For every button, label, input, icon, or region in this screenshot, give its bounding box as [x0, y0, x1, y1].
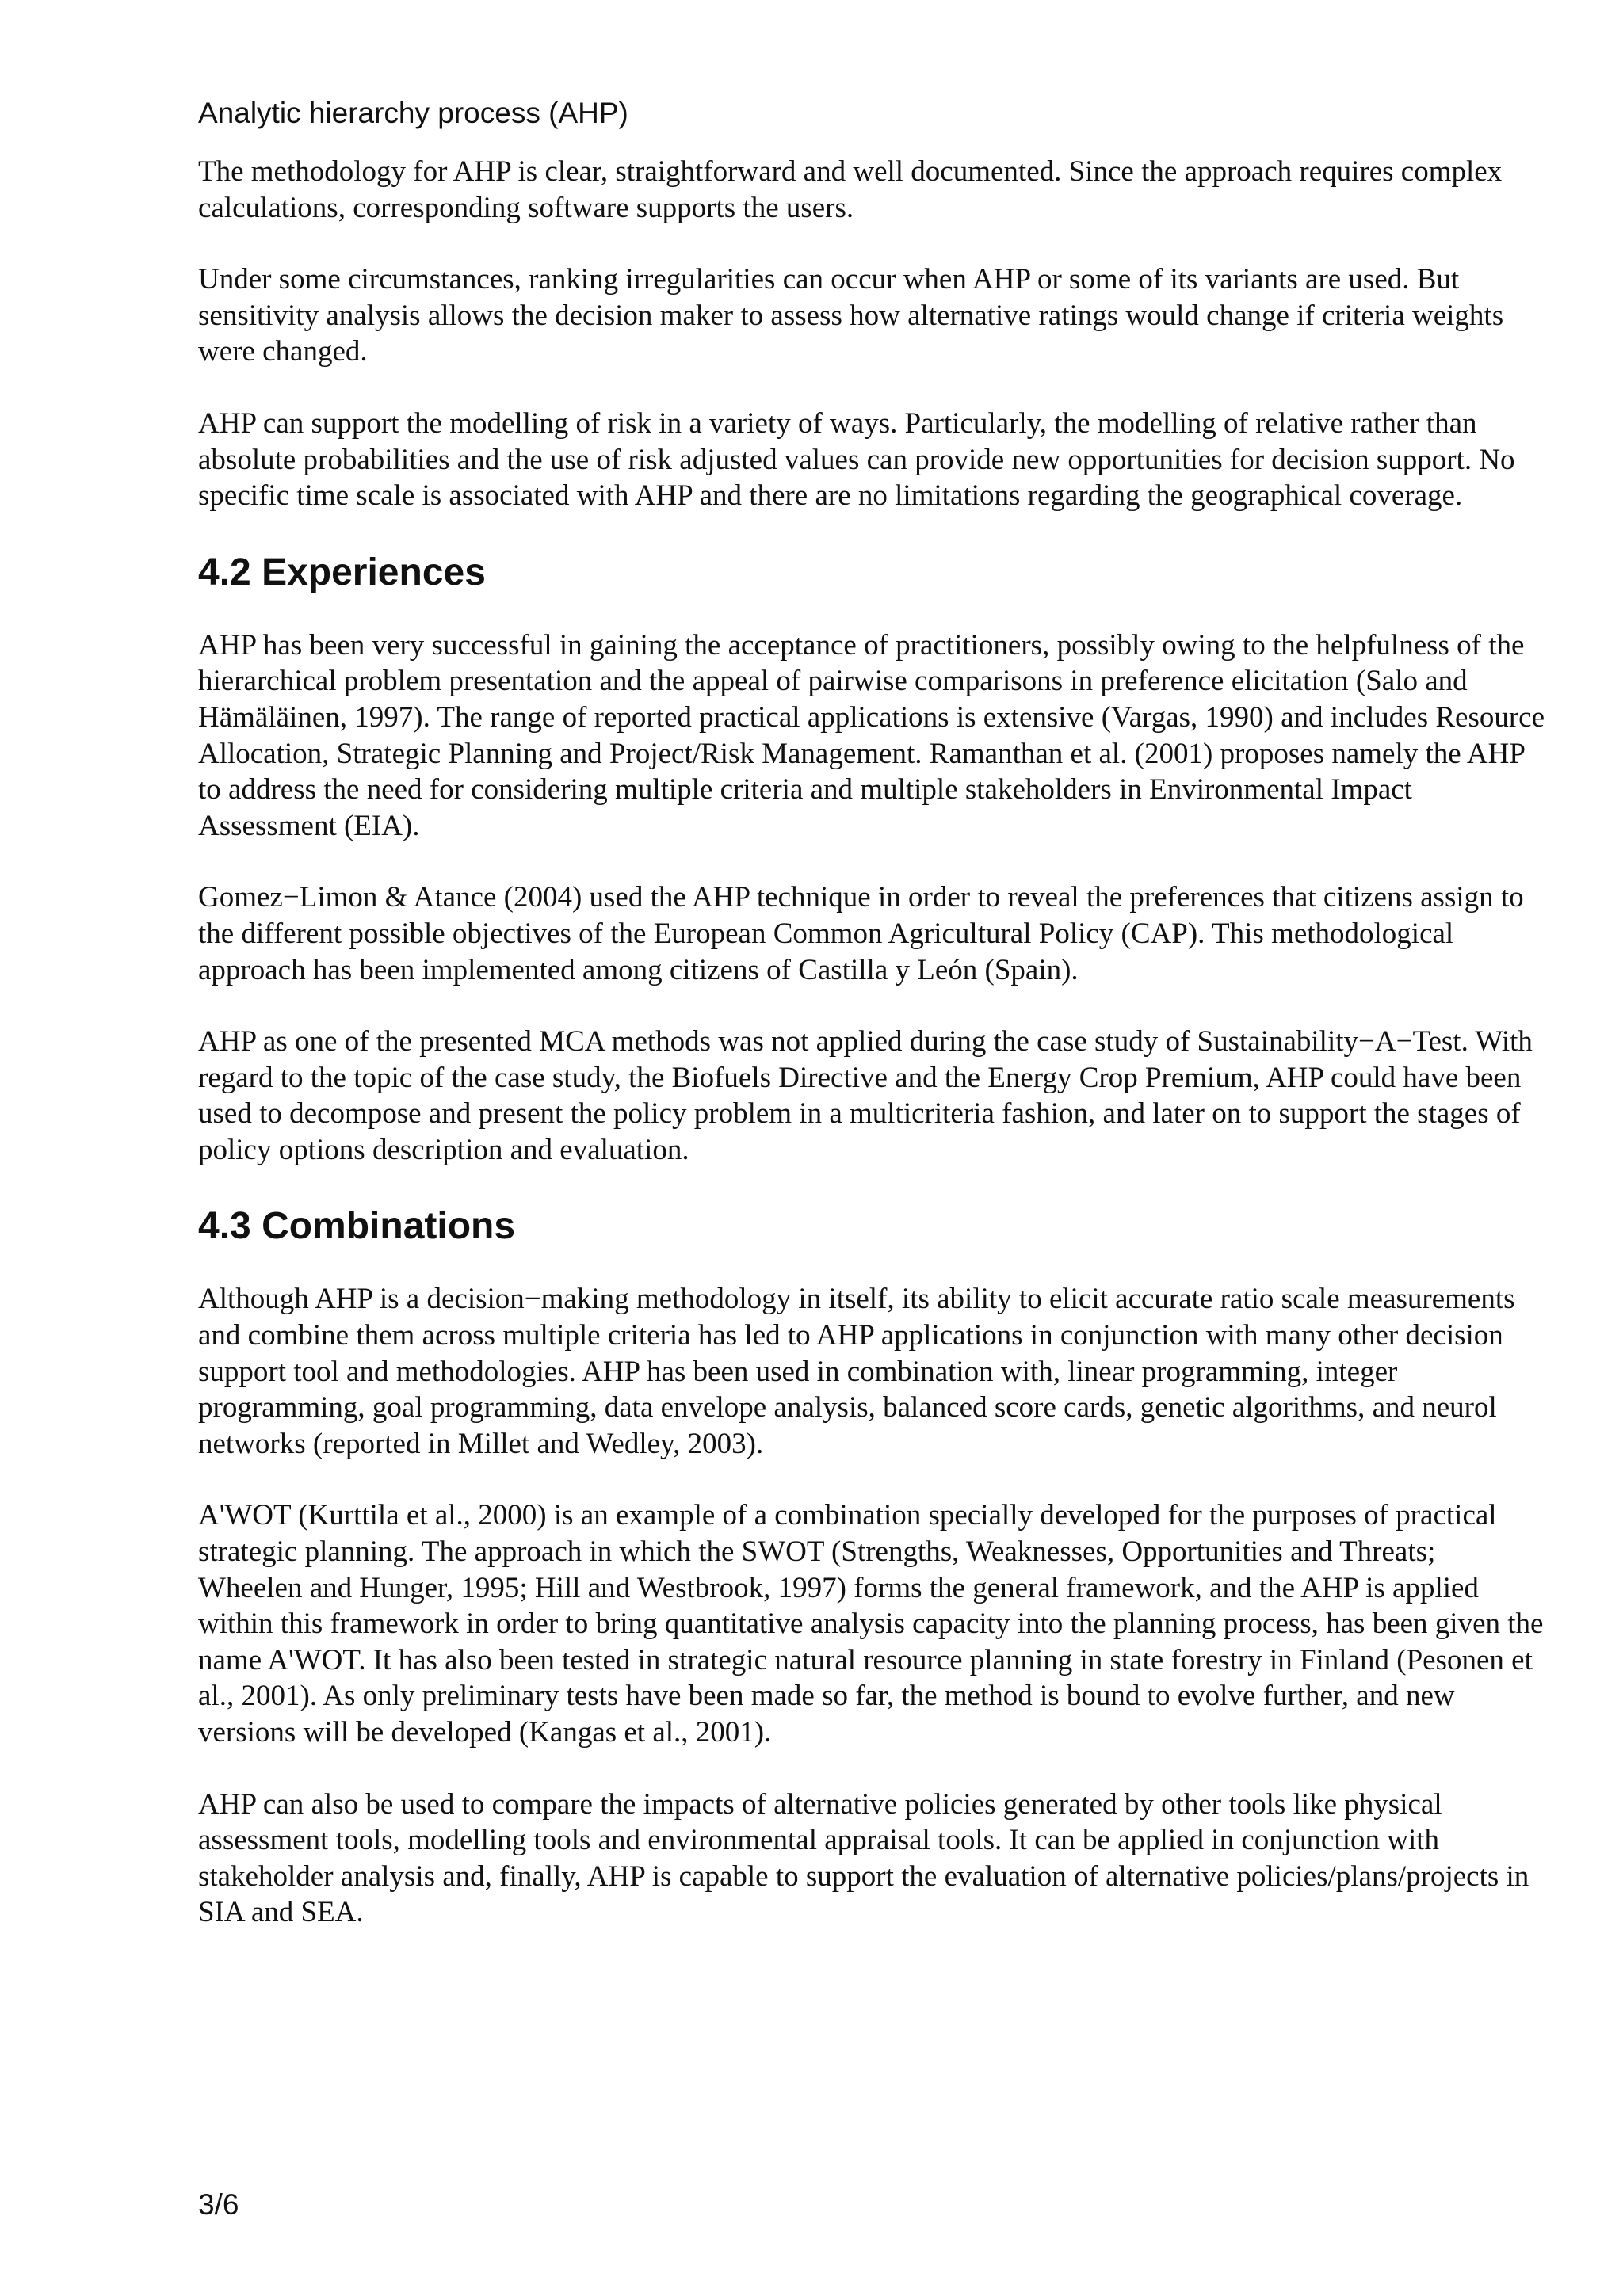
section-heading-combinations: 4.3 Combinations: [198, 1205, 516, 1248]
experiences-paragraph-1: AHP has been very successful in gaining the acceptance of practitioners, possibly owing to the helpfulness of the hierarchical problem presentation and the appeal of pairwise comparisons in preference elicitation (Salo and Hämäläinen, 1997). The range of reported practical applications is extensive (Vargas, 1990) and includes Resource Allocation, Strategic Planning and Project/Risk Management. Ramanthan et al. (2001) proposes namely the AHP to address the need for considering multiple criteria and multiple stakeholders in Environmental Impact Assessment (EIA).: [198, 628, 1545, 842]
intro-paragraph-3: AHP can support the modelling of risk in a variety of ways. Particularly, the modelling of relative rather than absolute probabilities and the use of risk adjusted values can provide new opportunities for decision support. No specific time scale is associated with AHP and there are no limitations regarding the geographical coverage.: [198, 406, 1515, 513]
document-page: [198, 95, 1545, 1966]
combinations-paragraph-3: AHP can also be used to compare the impacts of alternative policies generated by other tools like physical assessment tools, modelling tools and environmental appraisal tools. It can be applied in conjunction with stakeholder analysis and, finally, AHP is capable to support the evaluation of alternative policies/plans/projects in SIA and SEA.: [198, 1787, 1529, 1929]
experiences-paragraph-2: Gomez−Limon & Atance (2004) used the AHP technique in order to reveal the preferences that citizens assign to the different possible objectives of the European Common Agricultural Policy (CAP). This methodological approach has been implemented among citizens of Castilla y León (Spain).: [198, 881, 1524, 986]
experiences-paragraph-3: AHP as one of the presented MCA methods was not applied during the case study of Sustainability−A−Test. With regard to the topic of the case study, the Biofuels Directive and the Energy Crop Premium, AHP could have been used to decompose and present the policy problem in a multicriteria fashion, and later on to support the stages of policy options description and evaluation.: [198, 1025, 1533, 1166]
intro-paragraph-1: The methodology for AHP is clear, straightforward and well documented. Since the approach requires complex calculations, corresponding software supports the users.: [198, 155, 1503, 224]
combinations-paragraph-1: Although AHP is a decision−making methodology in itself, its ability to elicit accurate ratio scale measurements and combine them across multiple criteria has led to AHP applications in conjunction with many other decision support tool and methodologies. AHP has been used in combination with, linear programming, integer programming, goal programming, data envelope analysis, balanced score cards, genetic algorithms, and neurol networks (reported in Millet and Wedley, 2003).: [198, 1283, 1515, 1460]
running-head-title: Analytic hierarchy process (AHP): [198, 97, 628, 129]
combinations-paragraph-2: A'WOT (Kurttila et al., 2000) is an example of a combination specially developed for the purposes of practical strategic planning. The approach in which the SWOT (Strengths, Weaknesses, Opportunities and Threats; Wheelen and Hunger, 1995; Hill and Westbrook, 1997) forms the general framework, and the AHP is applied within this framework in order to bring quantitative analysis capacity into the planning process, has been given the name A'WOT. It has also been tested in strategic natural resource planning in state forestry in Finland (Pesonen et al., 2001). As only preliminary tests have been made so far, the method is bound to evolve further, and new versions will be developed (Kangas et al., 2001).: [198, 1499, 1544, 1749]
page-number: 3/6: [198, 2188, 239, 2221]
section-heading-experiences: 4.2 Experiences: [198, 551, 486, 593]
intro-paragraph-2: Under some circumstances, ranking irregularities can occur when AHP or some of its variants are used. But sensitivity analysis allows the decision maker to assess how alternative ratings would change if criteria weights were changed.: [198, 263, 1504, 368]
